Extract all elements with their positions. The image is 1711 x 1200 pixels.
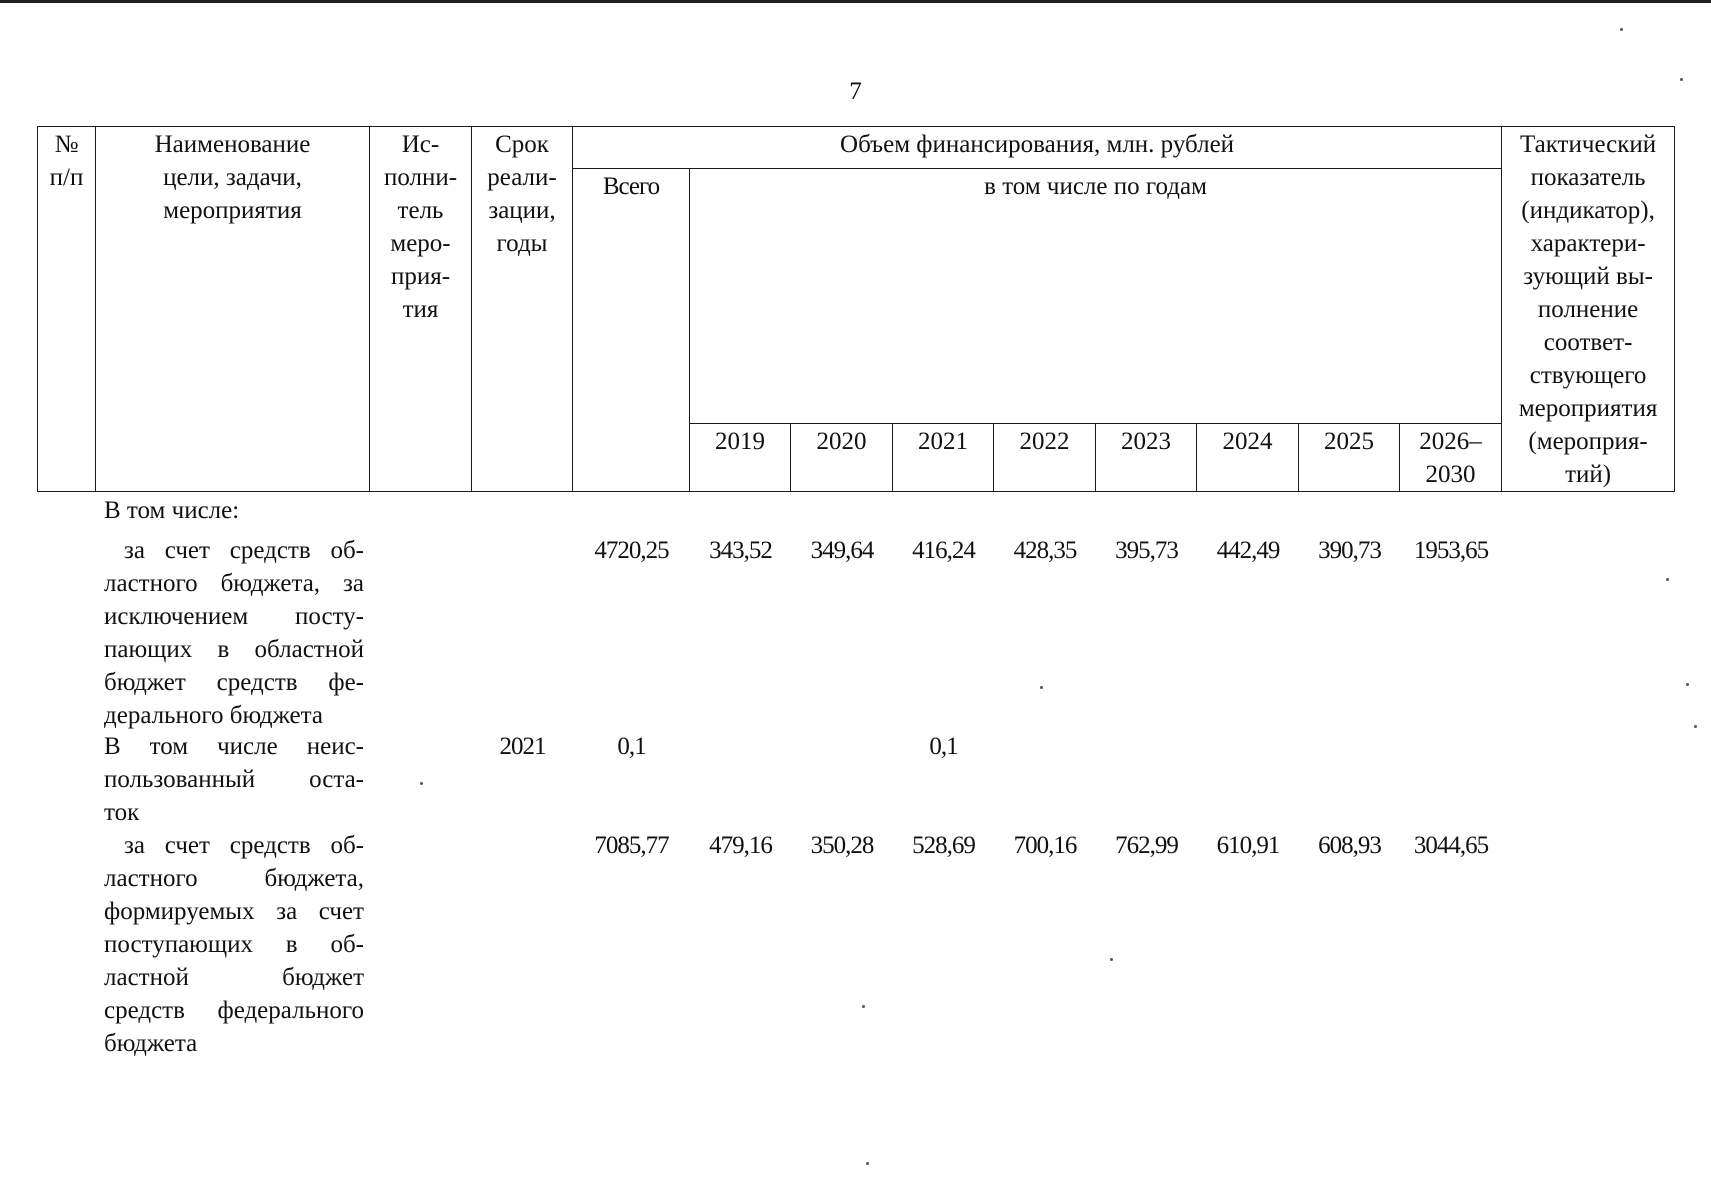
row-1-year-2022: 428,35 <box>1013 537 1077 564</box>
row-3-description <box>104 829 364 1060</box>
row-3-year-2019: 479,16 <box>709 832 772 859</box>
scan-speck <box>1666 578 1669 581</box>
desc-line: бюджет средств фе- <box>104 669 364 696</box>
desc-line: формируемых за счет <box>104 898 364 925</box>
row-3-year-2023: 762,99 <box>1115 832 1178 859</box>
header-year-2019: 2019 <box>690 424 791 492</box>
scan-speck <box>862 1005 865 1008</box>
row-3-year-2025: 608,93 <box>1318 832 1381 859</box>
scan-speck <box>1694 725 1697 728</box>
row-1-year-2024: 442,49 <box>1216 537 1280 564</box>
scan-speck <box>1110 958 1113 961</box>
row-1-year-2020: 349,64 <box>810 537 874 564</box>
header-col-funding: Объем финансирования, млн. рублей <box>573 127 1502 169</box>
scan-speck <box>866 1162 869 1165</box>
desc-line: пользованный оста- <box>104 766 364 793</box>
row-1-total: 4720,25 <box>594 537 669 564</box>
header-col-term: Срок реали- зации, годы <box>472 127 573 492</box>
row-1-year-2025: 390,73 <box>1318 537 1381 564</box>
row-2-term: 2021 <box>499 733 546 760</box>
desc-line: за счет средств об- <box>124 832 364 859</box>
desc-line: бюджета <box>104 1030 198 1057</box>
row-3-year-2022: 700,16 <box>1013 832 1077 859</box>
scan-speck <box>1686 683 1689 686</box>
row-3-year-2020: 350,28 <box>810 832 874 859</box>
row-1-year-2023: 395,73 <box>1115 537 1178 564</box>
desc-line: пающих в областной <box>104 636 364 663</box>
header-col-indicator: Тактический показатель (индикатор), характери- зующий вы- полнение соответ- ствующего мероприятия (мероприя- тий) <box>1502 127 1675 492</box>
page-number: 7 <box>849 78 862 105</box>
desc-line: ток <box>104 799 140 826</box>
intro-label: В том числе: <box>104 497 240 524</box>
desc-line: за счет средств об- <box>124 537 364 564</box>
header-year-2024: 2024 <box>1197 424 1299 492</box>
header-year-2020: 2020 <box>791 424 893 492</box>
row-3-year-2024: 610,91 <box>1216 832 1280 859</box>
page-top-border <box>0 0 1711 3</box>
row-1-year-2026-2030: 1953,65 <box>1413 537 1489 564</box>
desc-line: ластного бюджета, за <box>104 570 364 597</box>
row-2-description <box>104 730 364 829</box>
header-col-by-years: в том числе по годам <box>690 169 1502 424</box>
scan-speck <box>1040 686 1043 689</box>
desc-line: ластной бюджет <box>104 964 364 991</box>
row-2-year-2021: 0,1 <box>929 733 958 760</box>
table-header <box>37 126 1675 492</box>
scan-speck <box>1620 28 1623 31</box>
header-col-total: Всего <box>573 169 690 492</box>
header-col-number: № п/п <box>38 127 96 492</box>
row-3-year-2021: 528,69 <box>912 832 975 859</box>
header-year-2023: 2023 <box>1096 424 1197 492</box>
desc-line: В том числе неис- <box>104 733 364 760</box>
row-1-year-2019: 343,52 <box>709 537 772 564</box>
header-year-2026-2030: 2026– 2030 <box>1400 424 1502 492</box>
header-year-2021: 2021 <box>893 424 994 492</box>
header-col-name: Наименование цели, задачи, мероприятия <box>96 127 370 492</box>
desc-line: дерального бюджета <box>104 702 323 729</box>
desc-line: исключением посту- <box>104 603 364 630</box>
row-3-total: 7085,77 <box>594 832 669 859</box>
scan-speck <box>1680 78 1683 81</box>
header-col-executor: Ис- полни- тель меро- прия- тия <box>370 127 472 492</box>
header-year-2022: 2022 <box>994 424 1096 492</box>
row-3-year-2026-2030: 3044,65 <box>1413 832 1489 859</box>
desc-line: ластного бюджета, <box>104 865 364 892</box>
desc-line: средств федерального <box>104 997 364 1024</box>
desc-line: поступающих в об- <box>104 931 364 958</box>
row-1-year-2021: 416,24 <box>912 537 975 564</box>
scan-speck <box>420 782 423 785</box>
row-1-description <box>104 534 364 732</box>
header-year-2025: 2025 <box>1299 424 1400 492</box>
row-2-total: 0,1 <box>617 733 646 760</box>
